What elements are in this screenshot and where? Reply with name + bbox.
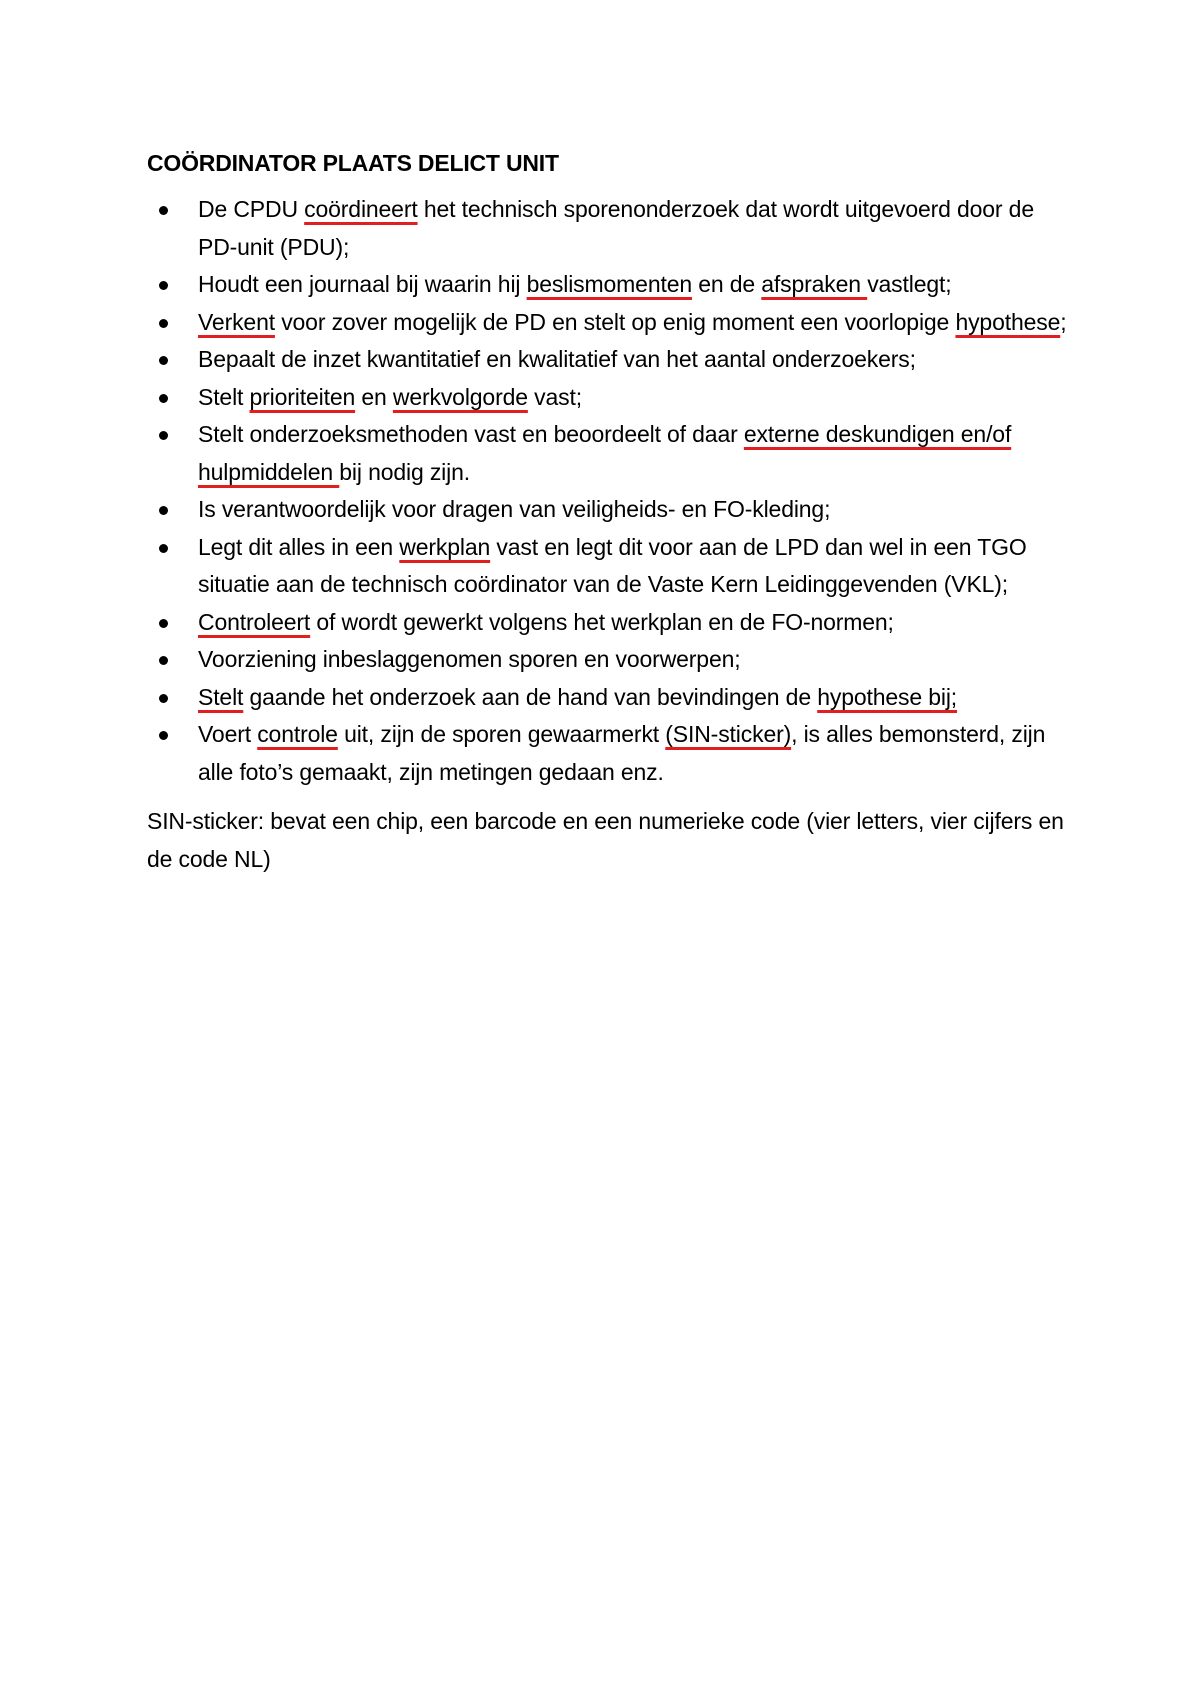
spellcheck-flagged-text: afspraken bbox=[761, 271, 868, 297]
bullet-dot-icon bbox=[159, 694, 168, 703]
bullet-dot-icon bbox=[159, 356, 168, 365]
list-item bbox=[147, 529, 1077, 604]
list-item bbox=[147, 679, 1077, 717]
spellcheck-flagged-text: coördineert bbox=[304, 196, 418, 222]
list-item-text: Houdt een journaal bij waarin hij bbox=[198, 271, 527, 297]
list-item-text: of wordt gewerkt volgens het werkplan en de FO-normen; bbox=[310, 608, 894, 635]
task-bullet-list bbox=[147, 191, 1077, 791]
list-item-text: en de bbox=[691, 271, 762, 297]
bullet-dot-icon bbox=[159, 506, 168, 515]
spellcheck-flagged-text: werkplan bbox=[399, 533, 491, 560]
list-item-text: voor zover mogelijk de PD en stelt op enig moment een voorlopige bbox=[274, 308, 956, 335]
list-item-text: Legt dit alles in een bbox=[198, 533, 400, 560]
list-item-text: Bepaalt de inzet kwantitatief en kwalitatief van het aantal onderzoekers; bbox=[198, 346, 916, 372]
spellcheck-flagged-text: externe deskundigen en/of hulpmiddelen bbox=[198, 421, 1012, 485]
list-item-text: Stelt onderzoeksmethoden vast en beoordeelt of daar bbox=[198, 421, 744, 447]
list-item-text: Voert bbox=[198, 721, 258, 747]
list-item-text: ; bbox=[1060, 308, 1067, 335]
list-item-text: gaande het onderzoek aan de hand van bevindingen de bbox=[243, 683, 818, 710]
list-item bbox=[147, 491, 1077, 529]
bullet-dot-icon bbox=[159, 619, 168, 628]
list-item bbox=[147, 341, 1077, 379]
list-item-text: Stelt bbox=[198, 383, 250, 410]
bullet-dot-icon bbox=[159, 206, 168, 215]
document-heading: COÖRDINATOR PLAATS DELICT UNIT bbox=[147, 150, 559, 176]
spellcheck-flagged-text: hypothese bij; bbox=[817, 683, 958, 710]
list-item bbox=[147, 641, 1077, 679]
spellcheck-flagged-text: Stelt bbox=[198, 683, 244, 710]
list-item bbox=[147, 416, 1077, 491]
list-item-text: en bbox=[355, 383, 393, 410]
list-item-text: Is verantwoordelijk voor dragen van veiligheids- en FO-kleding; bbox=[198, 496, 831, 522]
spellcheck-flagged-text: Verkent bbox=[198, 308, 275, 335]
spellcheck-flagged-text: (SIN-sticker) bbox=[665, 721, 792, 747]
list-item bbox=[147, 716, 1077, 791]
list-item bbox=[147, 379, 1077, 417]
list-item-text: , is alles bemonsterd, zijn alle foto’s gemaakt, zijn metingen gedaan enz. bbox=[198, 721, 1046, 785]
spellcheck-flagged-text: Controleert bbox=[198, 608, 311, 635]
spellcheck-flagged-text: werkvolgorde bbox=[392, 383, 528, 410]
spellcheck-flagged-text: beslismomenten bbox=[526, 271, 692, 297]
list-item bbox=[147, 304, 1077, 342]
list-item-text: vastlegt; bbox=[867, 271, 952, 297]
document-body bbox=[147, 145, 1077, 878]
list-item bbox=[147, 266, 1077, 304]
bullet-dot-icon bbox=[159, 544, 168, 553]
bullet-dot-icon bbox=[159, 431, 168, 440]
sin-sticker-footnote: SIN-sticker: bevat een chip, een barcode en een numerieke code (vier letters, vier cijfers en de code NL) bbox=[147, 808, 1064, 872]
list-item-text: uit, zijn de sporen gewaarmerkt bbox=[337, 721, 666, 747]
list-item-text: Voorziening inbeslaggenomen sporen en voorwerpen; bbox=[198, 646, 741, 672]
spellcheck-flagged-text: controle bbox=[257, 721, 338, 747]
list-item-text: vast; bbox=[527, 383, 582, 410]
bullet-dot-icon bbox=[159, 394, 168, 403]
bullet-dot-icon bbox=[159, 731, 168, 740]
list-item-text: De CPDU bbox=[198, 196, 305, 222]
list-item-text: vast en legt dit voor aan de LPD dan wel in een TGO situatie aan de technisch coördinator van de Vaste Kern Leidinggevenden (VKL); bbox=[198, 533, 1027, 597]
bullet-dot-icon bbox=[159, 656, 168, 665]
list-item bbox=[147, 604, 1077, 642]
list-item-text: bij nodig zijn. bbox=[339, 458, 470, 485]
list-item-text: het technisch sporenonderzoek dat wordt uitgevoerd door de PD-unit (PDU); bbox=[198, 196, 1034, 260]
spellcheck-flagged-text: hypothese bbox=[955, 308, 1061, 335]
bullet-dot-icon bbox=[159, 319, 168, 328]
spellcheck-flagged-text: prioriteiten bbox=[249, 383, 356, 410]
bullet-dot-icon bbox=[159, 281, 168, 290]
list-item bbox=[147, 191, 1077, 266]
